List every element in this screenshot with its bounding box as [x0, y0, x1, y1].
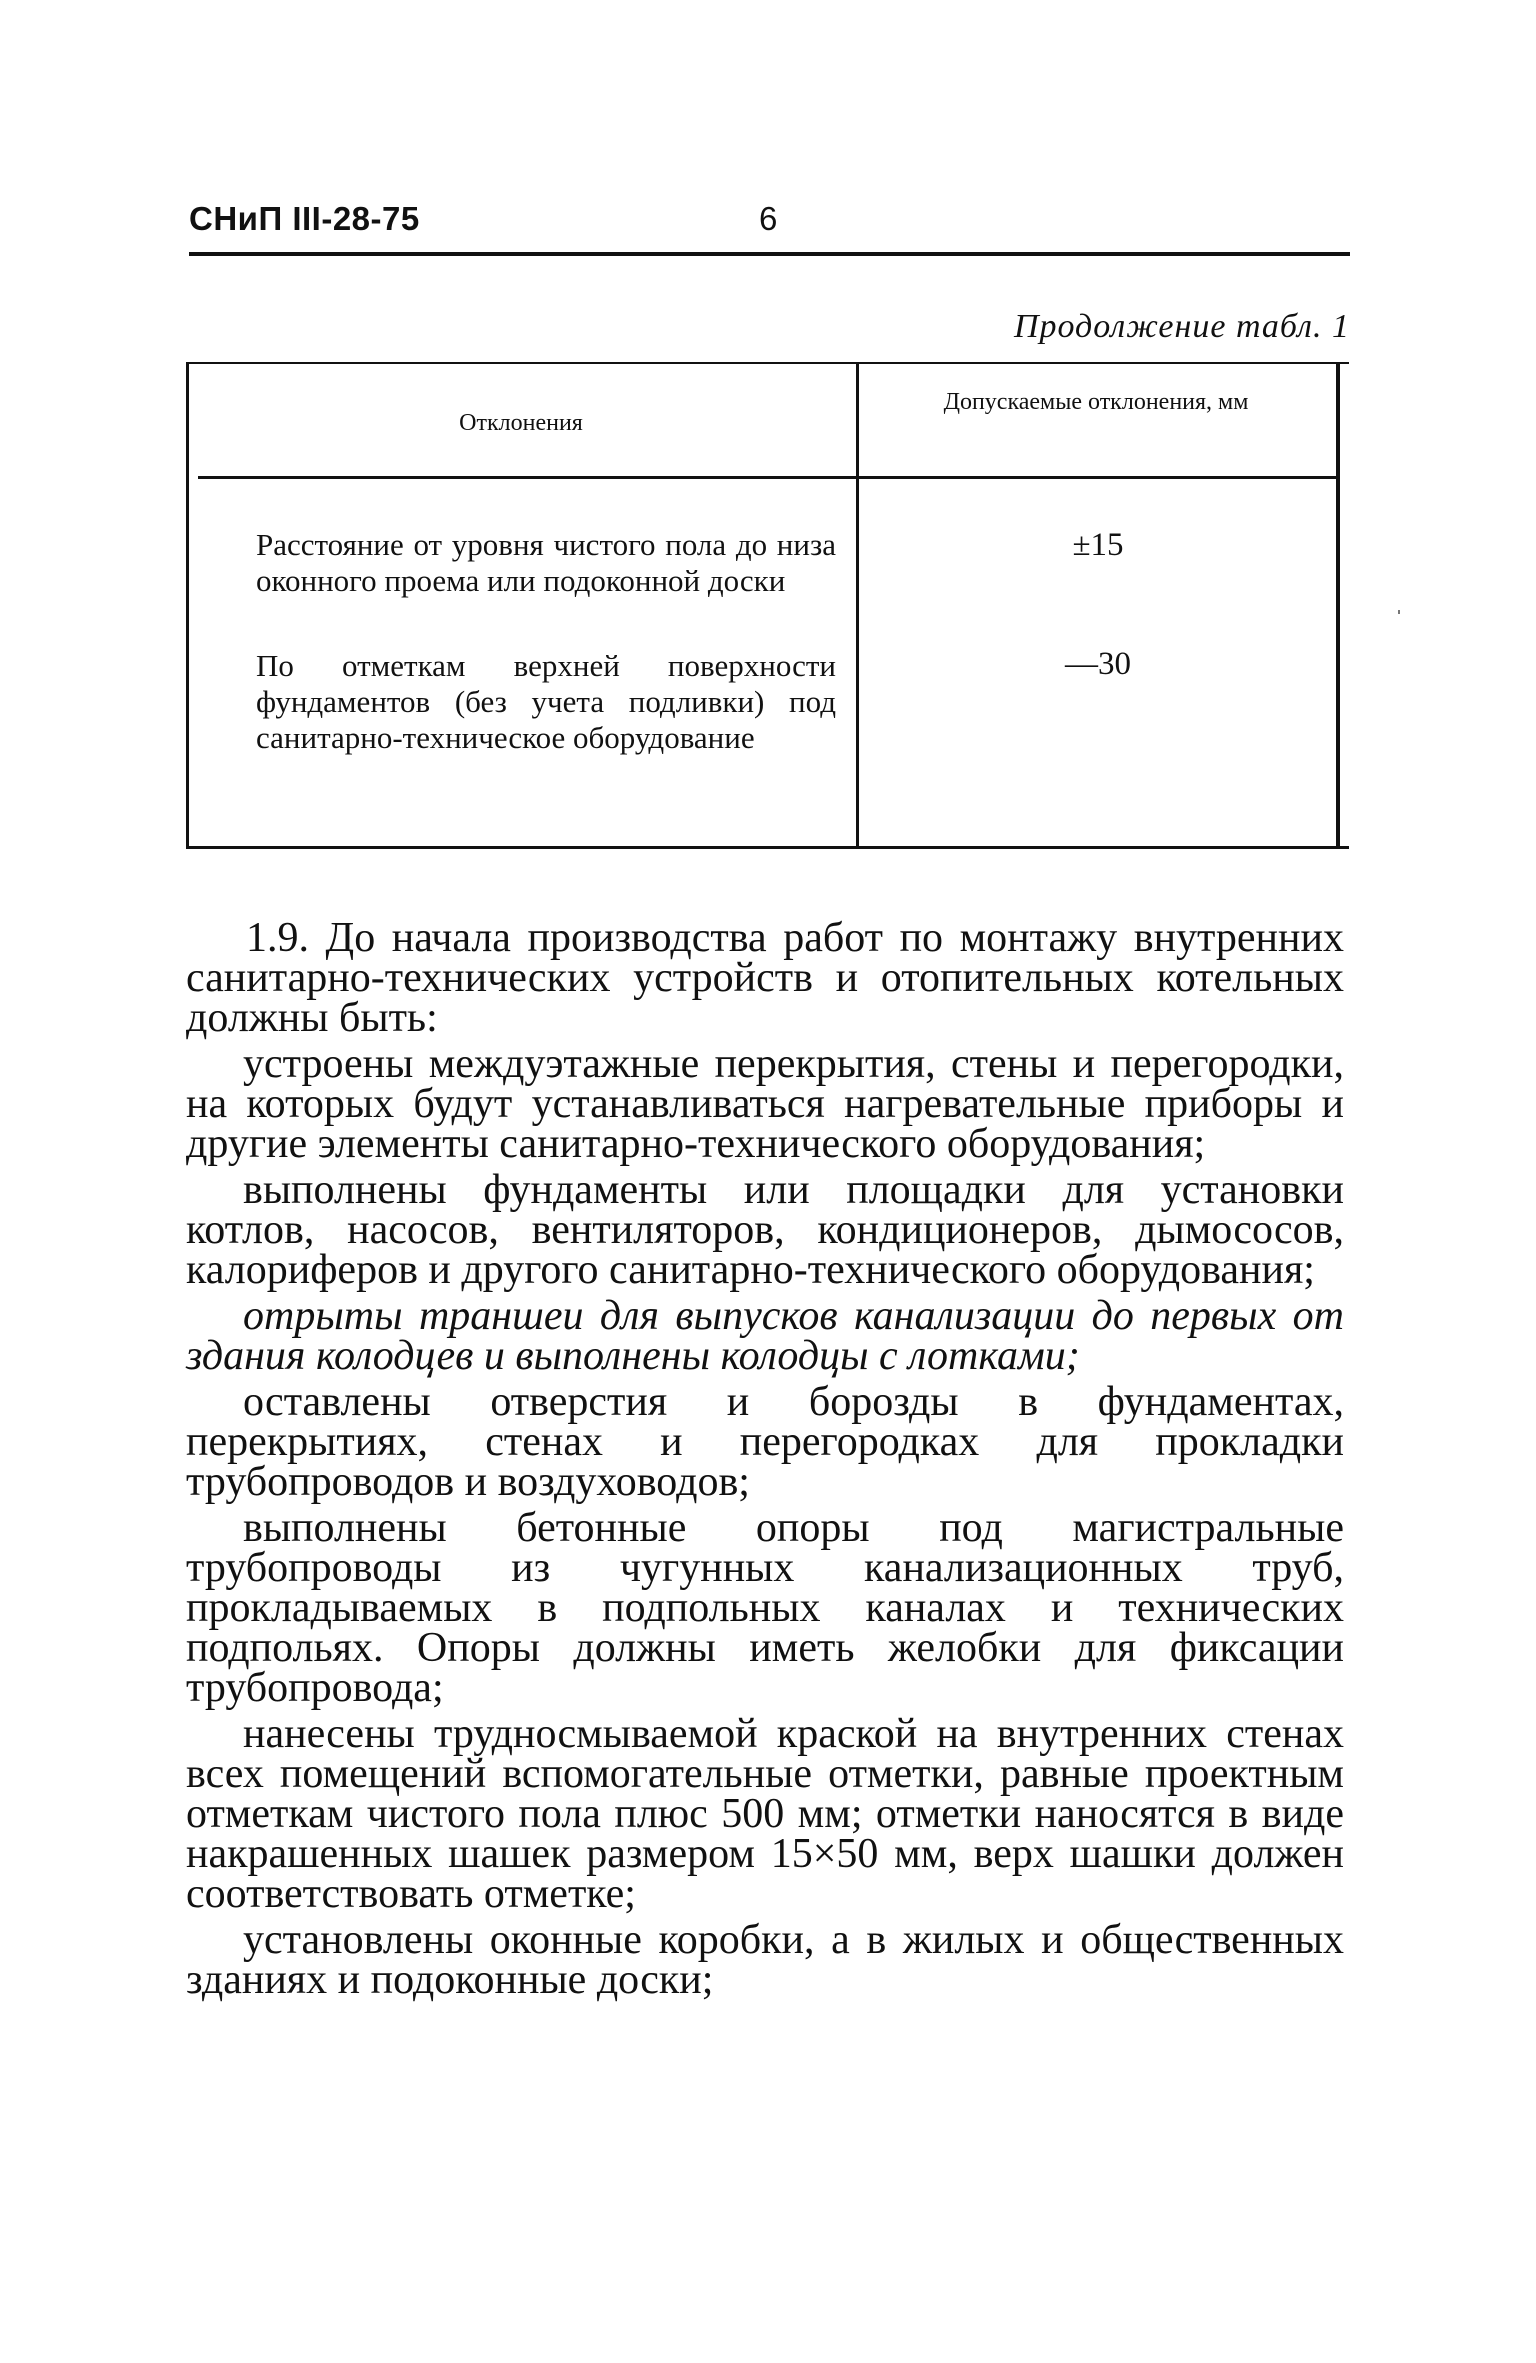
- table-header-divider: [198, 476, 1340, 479]
- list-item-openings: оставлены отверстия и борозды в фундаментах, перекрытиях, стенах и перегородках для прокладки трубопроводов и воздуховодов;: [186, 1379, 1344, 1505]
- list-item-trenches: отрыты траншеи для выпусков канализации до первых от здания колодцев и выполнены колодцы с лотками;: [186, 1293, 1344, 1379]
- list-item-floors-walls: устроены междуэтажные перекрытия, стены и перегородки, на которых будут устанавливаться нагревательные приборы и другие элементы санитарно-технического оборудования;: [186, 1041, 1344, 1167]
- list-item-concrete-supports: выполнены бетонные опоры под магистральные трубопроводы из чугунных канализационных труб, прокладываемых в подпольных каналах и технических подпольях. Опоры должны иметь желобки для фиксации трубопровода;: [186, 1505, 1344, 1711]
- scan-speck: [1398, 610, 1400, 614]
- list-item-auxiliary-marks: нанесены трудносмываемой краской на внутренних стенах всех помещений вспомогательные отметки, равные проектным отметкам чистого пола плюс 500 мм; отметки наносятся в виде накрашенных шашек размером 15×50 мм, верх шашки должен соответствовать отметке;: [186, 1711, 1344, 1917]
- table-caption: Продолжение табл. 1: [1013, 308, 1350, 345]
- table-row-1-tolerance: ±15: [1072, 527, 1124, 563]
- column-header-tolerance: Допускаемые отклонения, мм: [943, 389, 1249, 415]
- table-right-border: [1336, 362, 1340, 849]
- table-row-2-tolerance: —30: [1065, 646, 1131, 682]
- table-column-divider: [856, 362, 859, 849]
- page-header: [189, 200, 1349, 260]
- column-header-deviation: Отклонения: [459, 410, 583, 436]
- body-text: [186, 915, 1344, 2003]
- page-number: 6: [759, 200, 778, 237]
- table-bottom-border: [186, 846, 1349, 849]
- document-code: СНиП III-28-75: [189, 200, 420, 237]
- table-top-border: [186, 362, 1349, 364]
- table-row-1-deviation: Расстояние от уровня чистого пола до низа оконного проема или подоконной доски: [256, 527, 836, 598]
- header-rule: [189, 252, 1350, 256]
- list-item-window-frames: установлены оконные коробки, а в жилых и общественных зданиях и подоконные доски;: [186, 1917, 1344, 2003]
- clause-1-9-paragraph: 1.9. До начала производства работ по монтажу внутренних санитарно-технических устройств и отопительных котельных должны быть:: [186, 915, 1344, 1041]
- deviation-table: [186, 362, 1349, 852]
- list-item-foundations: выполнены фундаменты или площадки для установки котлов, насосов, вентиляторов, кондиционеров, дымососов, калориферов и другого санитарно-технического оборудования;: [186, 1167, 1344, 1293]
- table-row-2-deviation: По отметкам верхней поверхности фундаментов (без учета подливки) под санитарно-техническое оборудование: [256, 648, 836, 755]
